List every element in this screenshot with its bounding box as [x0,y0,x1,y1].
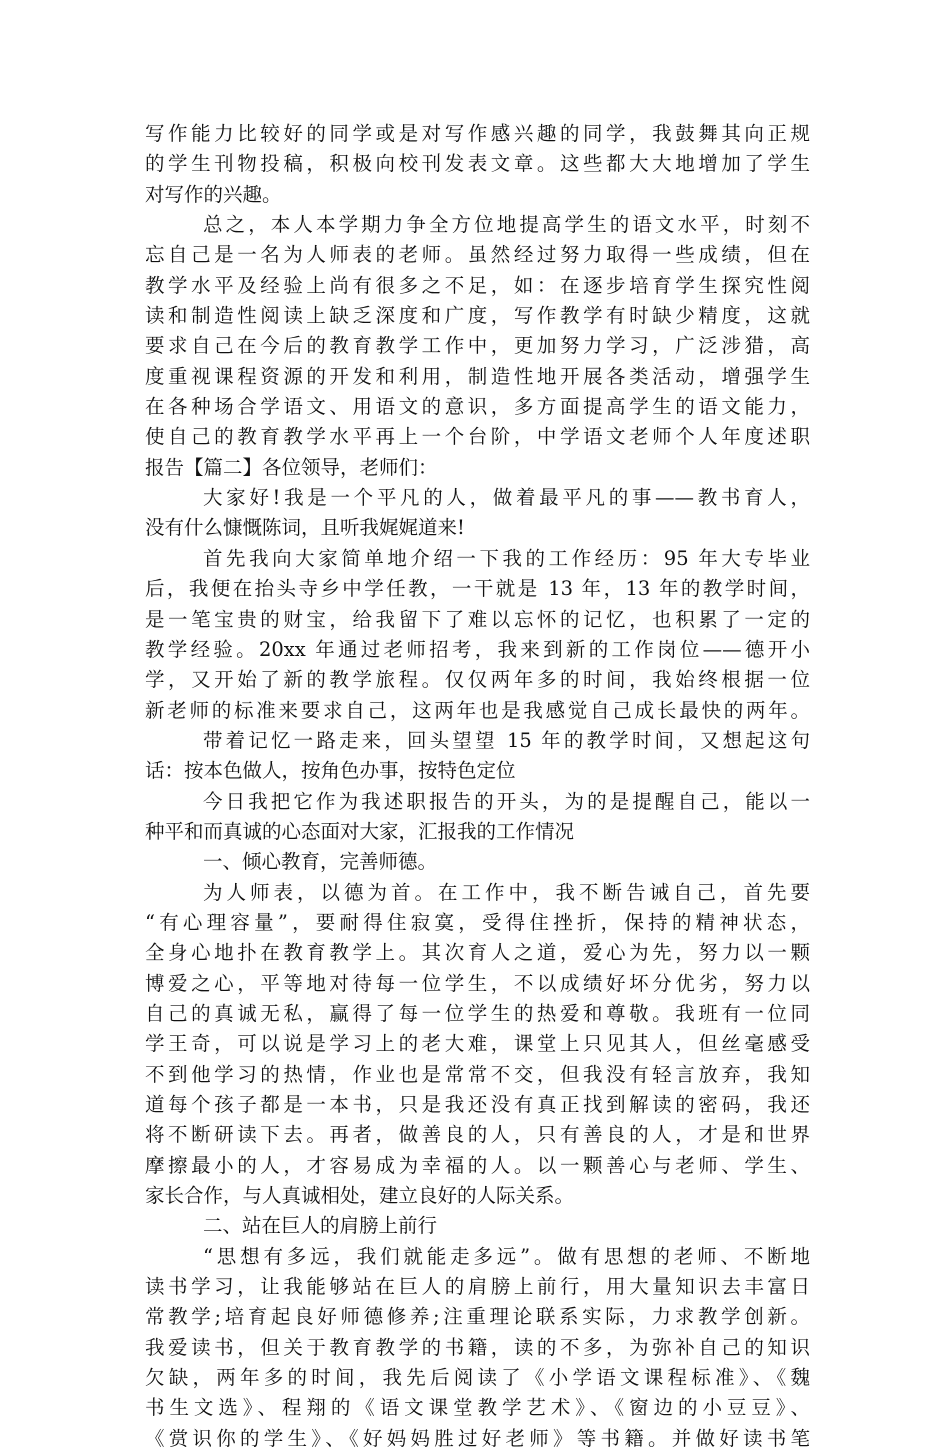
text-line: 忘自己是一名为人师表的老师。虽然经过努力取得一些成绩，但在 [145,243,810,267]
text-line: “思想有多远，我们就能走多远”。做有思想的老师、不断地 [203,1244,810,1268]
text-line: 大家好!我是一个平凡的人，做着最平凡的事——教书育人， [203,486,810,510]
text-line: 新老师的标准来要求自己，这两年也是我感觉自己成长最快的两年。 [145,698,810,722]
text-line: 我爱读书，但关于教育教学的书籍，读的不多，为弥补自己的知识 [145,1335,810,1359]
text-line: 常教学;培育起良好师德修养;注重理论联系实际，力求教学创新。 [145,1305,810,1329]
text-line: 今日我把它作为我述职报告的开头，为的是提醒自己，能以一 [203,789,810,813]
body-text [145,119,810,1454]
text-line: 《赏识你的学生》、《好妈妈胜过好老师》等书籍。并做好读书笔 [145,1426,810,1450]
text-line: 欠缺，两年多的时间，我先后阅读了《小学语文课程标准》、《魏 [145,1366,810,1390]
text-line: 教学水平及经验上尚有很多之不足，如：在逐步培育学生探究性阅 [145,273,810,297]
text-line: 是一笔宝贵的财宝，给我留下了难以忘怀的记忆，也积累了一定的 [145,607,810,631]
text-line: 使自己的教育教学水平再上一个台阶，中学语文老师个人年度述职 [145,425,810,449]
text-line: 为人师表，以德为首。在工作中，我不断告诫自己，首先要 [203,880,810,904]
text-line: 报告【篇二】各位领导，老师们： [145,455,438,479]
text-line: 总之，本人本学期力争全方位地提高学生的语文水平，时刻不 [203,213,810,237]
text-line: 读和制造性阅读上缺乏深度和广度，写作教学有时缺少精度，这就 [145,304,810,328]
text-line: 不到他学习的热情，作业也是常常不交，但我没有轻言放弃，我知 [145,1062,810,1086]
text-line: 没有什么慷慨陈词，且听我娓娓道来! [145,516,465,540]
text-line: 博爱之心，平等地对待每一位学生，不以成绩好坏分优劣，努力以 [145,971,810,995]
text-line: 种平和而真诚的心态面对大家，汇报我的工作情况 [145,819,575,843]
text-line: 学，又开始了新的教学旅程。仅仅两年多的时间，我始终根据一位 [145,668,810,692]
text-line: 摩擦最小的人，才容易成为幸福的人。以一颗善心与老师、学生、 [145,1153,810,1177]
section-heading: 一、倾心教育，完善师德。 [203,850,438,874]
text-line: 读书学习，让我能够站在巨人的肩膀上前行，用大量知识去丰富日 [145,1275,810,1299]
text-line: 对写作的兴趣。 [145,182,282,206]
text-line: 的学生刊物投稿，积极向校刊发表文章。这些都大大地增加了学生 [145,152,810,176]
text-line: 将不断研读下去。再者，做善良的人，只有善良的人，才是和世界 [145,1123,810,1147]
text-line: 话：按本色做人，按角色办事，按特色定位 [145,759,516,783]
text-line: 后，我便在抬头寺乡中学任教，一干就是 13 年，13 年的教学时间， [145,577,810,601]
text-line: 要求自己在今后的教育教学工作中，更加努力学习，广泛涉猎，高 [145,334,810,358]
text-line: 首先我向大家简单地介绍一下我的工作经历：95 年大专毕业 [203,546,810,570]
text-line: 全身心地扑在教育教学上。其次育人之道，爱心为先，努力以一颗 [145,941,810,965]
text-line: 写作能力比较好的同学或是对写作感兴趣的同学，我鼓舞其向正规 [145,122,810,145]
text-line: 带着记忆一路走来，回头望望 15 年的教学时间，又想起这句 [203,728,810,752]
text-line: 在各种场合学语文、用语文的意识，多方面提高学生的语文能力， [145,395,810,419]
text-line: 道每个孩子都是一本书，只是我还没有真正找到解读的密码，我还 [145,1093,810,1116]
text-line: “有心理容量”，要耐得住寂寞，受得住挫折，保持的精神状态， [145,910,810,934]
section-heading: 二、站在巨人的肩膀上前行 [203,1214,438,1238]
text-line: 学王奇，可以说是学习上的老大难，课堂上只见其人，但丝毫感受 [145,1032,810,1056]
text-line: 书生文选》、程翔的《语文课堂教学艺术》、《窗边的小豆豆》、 [145,1396,810,1420]
text-line: 自己的真诚无私，赢得了每一位学生的热爱和尊敬。我班有一位同 [145,1001,810,1025]
text-line: 度重视课程资源的开发和利用，制造性地开展各类活动，增强学生 [145,364,810,388]
text-line: 教学经验。20xx 年通过老师招考，我来到新的工作岗位——德开小 [145,637,810,661]
text-line: 家长合作，与人真诚相处，建立良好的人际关系。 [145,1184,575,1208]
